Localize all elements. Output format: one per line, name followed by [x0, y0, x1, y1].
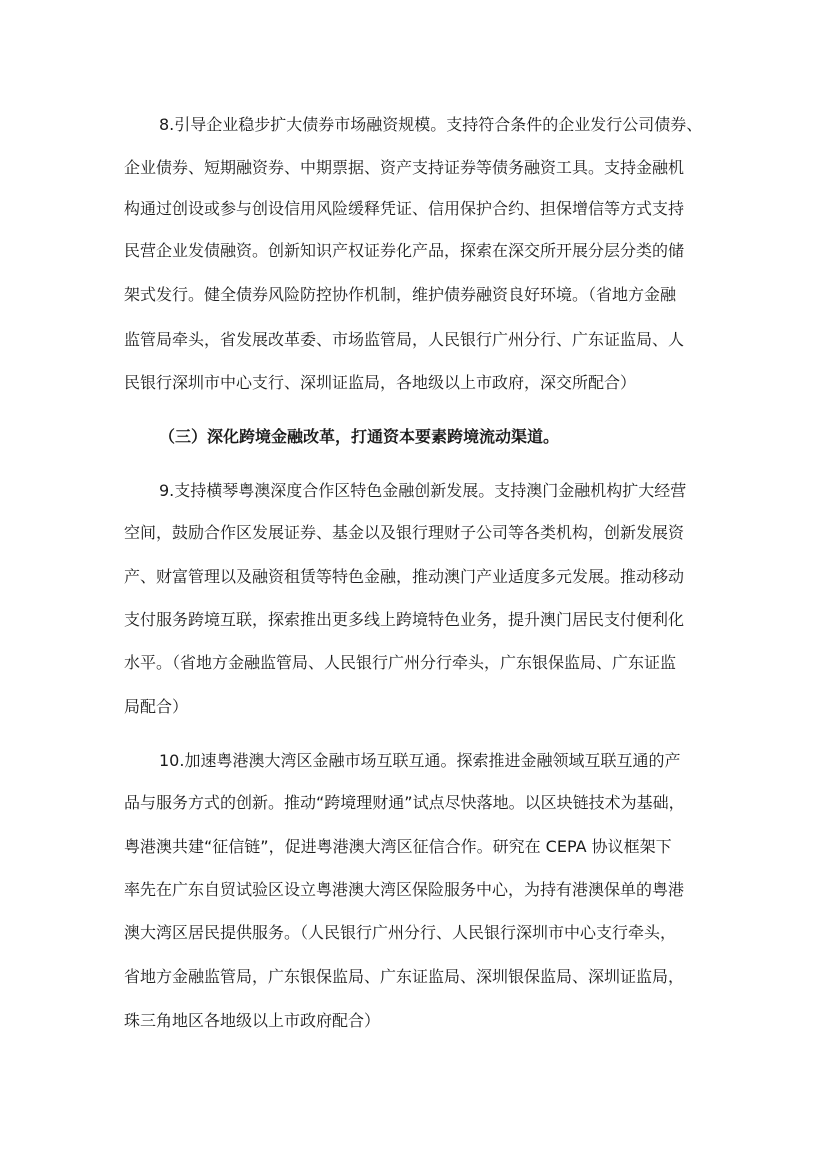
para9-line-1: 9.支持横琴粤澳深度合作区特色金融创新发展。支持澳门金融机构扩大经营 [159, 481, 687, 500]
para10-line-1: 10.加速粤港澳大湾区金融市场互联互通。探索推进金融领域互联互通的产 [159, 751, 681, 770]
para10-line-3: 粤港澳共建“征信链”，促进粤港澳大湾区征信合作。研究在 CEPA 协议框架下 [124, 837, 672, 856]
para10-line-6: 省地方金融监管局，广东银保监局、广东证监局、深圳银保监局、深圳证监局， [124, 967, 685, 986]
para8-line-2: 企业债券、短期融资券、中期票据、资产支持证券等债务融资工具。支持金融机 [124, 158, 685, 177]
para10-line-7: 珠三角地区各地级以上市政府配合） [124, 1011, 381, 1030]
para9-line-6: 局配合） [124, 697, 189, 716]
para9-line-5: 水平。（省地方金融监管局、人民银行广州分行牵头，广东银保监局、广东证监 [124, 653, 677, 672]
para9-line-4: 支付服务跨境互联，探索推出更多线上跨境特色业务，提升澳门居民支付便利化 [124, 610, 685, 629]
para10-line-5: 澳大湾区居民提供服务。（人民银行广州分行、人民银行深圳市中心支行牵头， [124, 923, 677, 942]
para9-line-3: 产、财富管理以及融资租赁等特色金融，推动澳门产业适度多元发展。推动移动 [124, 567, 685, 586]
para10-line-4: 率先在广东自贸试验区设立粤港澳大湾区保险服务中心，为持有港澳保单的粤港 [124, 880, 685, 899]
para8-line-4: 民营企业发债融资。创新知识产权证券化产品，探索在深交所开展分层分类的储 [124, 241, 685, 260]
para8-line-6: 监管局牵头，省发展改革委、市场监管局，人民银行广州分行、广东证监局、人 [124, 330, 685, 349]
para8-line-3: 构通过创设或参与创设信用风险缓释凭证、信用保护合约、担保增信等方式支持 [124, 199, 685, 218]
para8-line-1: 8.引导企业稳步扩大债券市场融资规模。支持符合条件的企业发行公司债券、 [159, 115, 703, 134]
para8-line-5: 架式发行。健全债券风险防控协作机制，维护债券融资良好环境。（省地方金融 [124, 285, 677, 304]
section-heading: （三）深化跨境金融改革，打通资本要素跨境流动渠道。 [159, 427, 560, 446]
para10-line-2: 品与服务方式的创新。推动“跨境理财通”试点尽快落地。以区块链技术为基础， [124, 793, 685, 812]
para8-line-7: 民银行深圳市中心支行、深圳证监局，各地级以上市政府，深交所配合） [124, 373, 637, 392]
para9-line-2: 空间，鼓励合作区发展证券、基金以及银行理财子公司等各类机构，创新发展资 [124, 523, 685, 542]
